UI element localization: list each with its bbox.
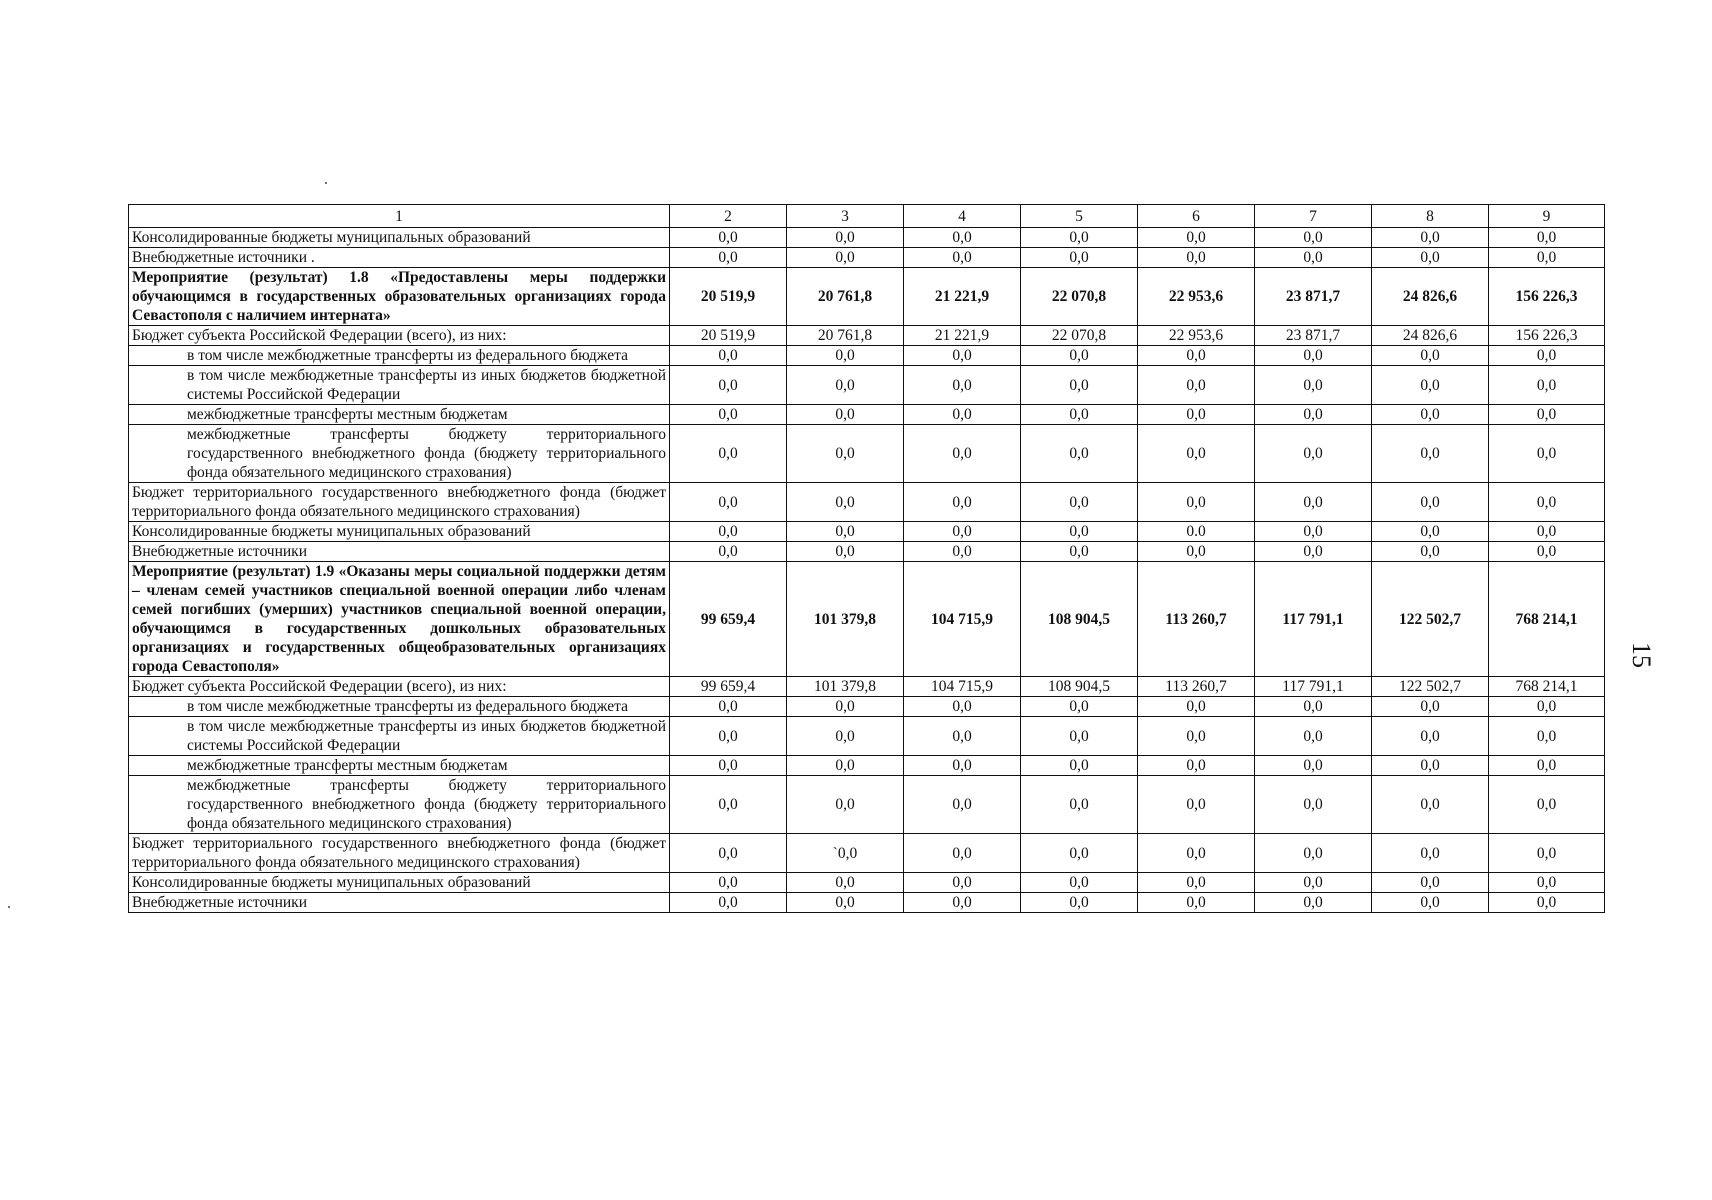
value-cell: 0,0 <box>1021 873 1138 893</box>
value-cell: 0,0 <box>1021 522 1138 542</box>
value-cell: 0,0 <box>1489 834 1605 873</box>
value-cell: 0,0 <box>1372 425 1489 483</box>
value-cell: 24 826,6 <box>1372 326 1489 346</box>
value-cell: 22 070,8 <box>1021 326 1138 346</box>
value-cell: 0,0 <box>787 697 904 717</box>
value-cell: 122 502,7 <box>1372 562 1489 677</box>
value-cell: 0,0 <box>1021 893 1138 913</box>
header-cell: 9 <box>1489 205 1605 228</box>
value-cell: 0,0 <box>1255 425 1372 483</box>
value-cell: 0,0 <box>670 346 787 366</box>
measure-label: Мероприятие (результат) 1.9 «Оказаны меры социальной поддержки детям – членам семей участников специальной военной операции либо членам семей погибших (умерших) участников специальной военной операции, обучающимся в государственных дошкольных образовательных организациях и государственных общеобразовательных организациях города Севастополя» <box>129 562 670 677</box>
value-cell: 22 953,6 <box>1138 268 1255 326</box>
value-cell: 0,0 <box>787 776 904 834</box>
value-cell: 0,0 <box>1138 228 1255 248</box>
value-cell: 0,0 <box>1489 366 1605 405</box>
value-cell: 101 379,8 <box>787 677 904 697</box>
value-cell: 0,0 <box>1372 346 1489 366</box>
value-cell: 0,0 <box>1255 834 1372 873</box>
value-cell: 0,0 <box>904 776 1021 834</box>
value-cell: 0,0 <box>904 717 1021 756</box>
row-label: Консолидированные бюджеты муниципальных образований <box>129 522 670 542</box>
table-row <box>129 522 1605 542</box>
value-cell: 0,0 <box>1489 756 1605 776</box>
header-cell: 7 <box>1255 205 1372 228</box>
value-cell: 0,0 <box>1255 697 1372 717</box>
value-cell: 0,0 <box>670 248 787 268</box>
value-cell: 0,0 <box>1489 483 1605 522</box>
table-row <box>129 326 1605 346</box>
value-cell: 0,0 <box>670 405 787 425</box>
value-cell: 0,0 <box>670 425 787 483</box>
value-cell: 0,0 <box>1489 228 1605 248</box>
value-cell: 0,0 <box>1255 873 1372 893</box>
value-cell: 104 715,9 <box>904 677 1021 697</box>
header-row <box>129 205 1605 228</box>
value-cell: 0,0 <box>787 522 904 542</box>
value-cell: 23 871,7 <box>1255 326 1372 346</box>
header-cell: 8 <box>1372 205 1489 228</box>
value-cell: 0,0 <box>1138 893 1255 913</box>
row-label: межбюджетные трансферты местным бюджетам <box>129 405 670 425</box>
value-cell: 0,0 <box>1372 756 1489 776</box>
row-label: Бюджет субъекта Российской Федерации (всего), из них: <box>129 326 670 346</box>
value-cell: 0,0 <box>904 756 1021 776</box>
value-cell: 108 904,5 <box>1021 677 1138 697</box>
value-cell: 0,0 <box>904 346 1021 366</box>
row-label: Внебюджетные источники <box>129 893 670 913</box>
header-cell: 4 <box>904 205 1021 228</box>
value-cell: 0,0 <box>1372 697 1489 717</box>
value-cell: 0.0 <box>1138 522 1255 542</box>
value-cell: 24 826,6 <box>1372 268 1489 326</box>
value-cell: 21 221,9 <box>904 326 1021 346</box>
value-cell: 0,0 <box>904 834 1021 873</box>
value-cell: 768 214,1 <box>1489 562 1605 677</box>
value-cell: 0,0 <box>787 425 904 483</box>
row-label: в том числе межбюджетные трансферты из федерального бюджета <box>129 346 670 366</box>
value-cell: 0,0 <box>1021 834 1138 873</box>
value-cell: 0,0 <box>1255 522 1372 542</box>
value-cell: 0,0 <box>904 542 1021 562</box>
value-cell: 0,0 <box>670 522 787 542</box>
value-cell: 0,0 <box>1255 346 1372 366</box>
value-cell: 20 519,9 <box>670 326 787 346</box>
value-cell: 0,0 <box>1021 366 1138 405</box>
value-cell: 117 791,1 <box>1255 677 1372 697</box>
value-cell: 0,0 <box>787 248 904 268</box>
table-row <box>129 425 1605 483</box>
value-cell: 0,0 <box>1489 425 1605 483</box>
value-cell: 0,0 <box>670 228 787 248</box>
value-cell: 0,0 <box>1489 346 1605 366</box>
value-cell: 0,0 <box>904 522 1021 542</box>
row-label: в том числе межбюджетные трансферты из иных бюджетов бюджетной системы Российской Федерации <box>129 717 670 756</box>
value-cell: 0,0 <box>1021 542 1138 562</box>
value-cell: 0,0 <box>1489 697 1605 717</box>
value-cell: 0,0 <box>1372 776 1489 834</box>
page-number: 15 <box>1627 642 1656 668</box>
value-cell: 0,0 <box>1021 483 1138 522</box>
value-cell: 0,0 <box>1255 248 1372 268</box>
value-cell: 0,0 <box>1372 522 1489 542</box>
value-cell: 0,0 <box>1372 834 1489 873</box>
value-cell: 0,0 <box>1138 542 1255 562</box>
value-cell: 0,0 <box>904 483 1021 522</box>
value-cell: 0,0 <box>670 893 787 913</box>
table-row <box>129 834 1605 873</box>
table-row <box>129 405 1605 425</box>
row-label: Внебюджетные источники . <box>129 248 670 268</box>
value-cell: 0,0 <box>1021 697 1138 717</box>
value-cell: 99 659,4 <box>670 677 787 697</box>
header-cell: 2 <box>670 205 787 228</box>
value-cell: 0,0 <box>1255 366 1372 405</box>
value-cell: 0,0 <box>670 873 787 893</box>
value-cell: 0,0 <box>1489 776 1605 834</box>
scan-speck <box>325 182 327 184</box>
row-label: межбюджетные трансферты бюджету территориального государственного внебюджетного фонда (бюджету территориального фонда обязательного медицинского страхования) <box>129 776 670 834</box>
table-row <box>129 542 1605 562</box>
table-row <box>129 697 1605 717</box>
row-label: межбюджетные трансферты местным бюджетам <box>129 756 670 776</box>
value-cell: 0,0 <box>1138 483 1255 522</box>
value-cell: 21 221,9 <box>904 268 1021 326</box>
table-row <box>129 346 1605 366</box>
value-cell: 0,0 <box>1255 405 1372 425</box>
table-body <box>129 205 1605 913</box>
value-cell: 0,0 <box>1138 834 1255 873</box>
value-cell: 0,0 <box>1138 425 1255 483</box>
table-row <box>129 893 1605 913</box>
value-cell: 0,0 <box>1489 522 1605 542</box>
measure-label: Мероприятие (результат) 1.8 «Предоставлены меры поддержки обучающимся в государственных образовательных организациях города Севастополя с наличием интерната» <box>129 268 670 326</box>
value-cell: 0,0 <box>1138 405 1255 425</box>
value-cell: 0,0 <box>1255 776 1372 834</box>
value-cell: 0,0 <box>1372 717 1489 756</box>
value-cell: 0,0 <box>1138 697 1255 717</box>
value-cell: 0,0 <box>1138 346 1255 366</box>
value-cell: 0,0 <box>1372 542 1489 562</box>
value-cell: 0,0 <box>1489 873 1605 893</box>
table-row <box>129 873 1605 893</box>
value-cell: 23 871,7 <box>1255 268 1372 326</box>
value-cell: 0,0 <box>1372 873 1489 893</box>
value-cell: 0,0 <box>1021 756 1138 776</box>
table-row <box>129 717 1605 756</box>
value-cell: 0,0 <box>670 756 787 776</box>
value-cell: 0,0 <box>1021 405 1138 425</box>
value-cell: 108 904,5 <box>1021 562 1138 677</box>
table-row <box>129 483 1605 522</box>
budget-table <box>128 204 1605 913</box>
scan-speck <box>8 906 10 908</box>
value-cell: 0,0 <box>1255 228 1372 248</box>
value-cell: 0,0 <box>1489 717 1605 756</box>
value-cell: 0,0 <box>1021 776 1138 834</box>
row-label: Консолидированные бюджеты муниципальных образований <box>129 873 670 893</box>
header-cell: 6 <box>1138 205 1255 228</box>
header-cell: 1 <box>129 205 670 228</box>
value-cell: 0,0 <box>1489 248 1605 268</box>
value-cell: 0,0 <box>670 542 787 562</box>
value-cell: 0,0 <box>787 405 904 425</box>
value-cell: 0,0 <box>904 405 1021 425</box>
value-cell: 0,0 <box>787 228 904 248</box>
value-cell: 113 260,7 <box>1138 677 1255 697</box>
value-cell: 0,0 <box>787 717 904 756</box>
header-cell: 3 <box>787 205 904 228</box>
value-cell: 0,0 <box>670 717 787 756</box>
value-cell: 0,0 <box>670 776 787 834</box>
value-cell: 0,0 <box>1489 893 1605 913</box>
value-cell: 156 226,3 <box>1489 326 1605 346</box>
value-cell: 0,0 <box>1021 425 1138 483</box>
value-cell: 0,0 <box>904 228 1021 248</box>
value-cell: 0,0 <box>670 366 787 405</box>
value-cell: 104 715,9 <box>904 562 1021 677</box>
value-cell: 99 659,4 <box>670 562 787 677</box>
value-cell: 0,0 <box>1021 717 1138 756</box>
value-cell: 0,0 <box>1372 248 1489 268</box>
value-cell: 0,0 <box>1372 405 1489 425</box>
value-cell: 0,0 <box>1255 542 1372 562</box>
value-cell: 122 502,7 <box>1372 677 1489 697</box>
value-cell: 0,0 <box>670 697 787 717</box>
value-cell: 0,0 <box>670 483 787 522</box>
value-cell: 0,0 <box>787 366 904 405</box>
value-cell: 0,0 <box>1138 776 1255 834</box>
row-label: Бюджет субъекта Российской Федерации (всего), из них: <box>129 677 670 697</box>
value-cell: 0,0 <box>787 893 904 913</box>
table-row <box>129 248 1605 268</box>
value-cell: 0,0 <box>1372 893 1489 913</box>
value-cell: 20 519,9 <box>670 268 787 326</box>
row-label: Внебюджетные источники <box>129 542 670 562</box>
value-cell: 0,0 <box>1372 366 1489 405</box>
value-cell: 156 226,3 <box>1489 268 1605 326</box>
value-cell: 0,0 <box>787 483 904 522</box>
table-row <box>129 756 1605 776</box>
value-cell: 22 070,8 <box>1021 268 1138 326</box>
value-cell: 0,0 <box>1138 717 1255 756</box>
value-cell: 0,0 <box>1021 346 1138 366</box>
header-cell: 5 <box>1021 205 1138 228</box>
measure-row <box>129 268 1605 326</box>
value-cell: 0,0 <box>1255 483 1372 522</box>
row-label: межбюджетные трансферты бюджету территориального государственного внебюджетного фонда (бюджету территориального фонда обязательного медицинского страхования) <box>129 425 670 483</box>
table-row <box>129 776 1605 834</box>
value-cell: 0,0 <box>1138 248 1255 268</box>
value-cell: 0,0 <box>1255 893 1372 913</box>
table-row <box>129 228 1605 248</box>
value-cell: 20 761,8 <box>787 268 904 326</box>
value-cell: 22 953,6 <box>1138 326 1255 346</box>
value-cell: 0,0 <box>1021 248 1138 268</box>
value-cell: 0,0 <box>904 893 1021 913</box>
value-cell: 0,0 <box>787 346 904 366</box>
value-cell: 0,0 <box>1138 366 1255 405</box>
value-cell: 0,0 <box>787 542 904 562</box>
value-cell: 101 379,8 <box>787 562 904 677</box>
value-cell: 0,0 <box>787 873 904 893</box>
value-cell: 0,0 <box>904 248 1021 268</box>
value-cell: 0,0 <box>904 425 1021 483</box>
value-cell: 0,0 <box>1138 756 1255 776</box>
row-label: Бюджет территориального государственного внебюджетного фонда (бюджет территориального фонда обязательного медицинского страхования) <box>129 834 670 873</box>
value-cell: 0,0 <box>670 834 787 873</box>
value-cell: 0,0 <box>1489 542 1605 562</box>
value-cell: 0,0 <box>904 366 1021 405</box>
value-cell: 0,0 <box>1489 405 1605 425</box>
value-cell: 0,0 <box>1138 873 1255 893</box>
value-cell: 0,0 <box>1372 228 1489 248</box>
value-cell: 768 214,1 <box>1489 677 1605 697</box>
value-cell: 113 260,7 <box>1138 562 1255 677</box>
value-cell: 0,0 <box>1255 756 1372 776</box>
value-cell: 0,0 <box>1372 483 1489 522</box>
value-cell: `0,0 <box>787 834 904 873</box>
table-row <box>129 366 1605 405</box>
value-cell: 0,0 <box>1255 717 1372 756</box>
row-label: Бюджет территориального государственного внебюджетного фонда (бюджет территориального фонда обязательного медицинского страхования) <box>129 483 670 522</box>
value-cell: 117 791,1 <box>1255 562 1372 677</box>
value-cell: 0,0 <box>1021 228 1138 248</box>
row-label: в том числе межбюджетные трансферты из федерального бюджета <box>129 697 670 717</box>
value-cell: 20 761,8 <box>787 326 904 346</box>
row-label: в том числе межбюджетные трансферты из иных бюджетов бюджетной системы Российской Федерации <box>129 366 670 405</box>
value-cell: 0,0 <box>904 873 1021 893</box>
measure-row <box>129 562 1605 677</box>
row-label: Консолидированные бюджеты муниципальных образований <box>129 228 670 248</box>
value-cell: 0,0 <box>904 697 1021 717</box>
table-row <box>129 677 1605 697</box>
value-cell: 0,0 <box>787 756 904 776</box>
